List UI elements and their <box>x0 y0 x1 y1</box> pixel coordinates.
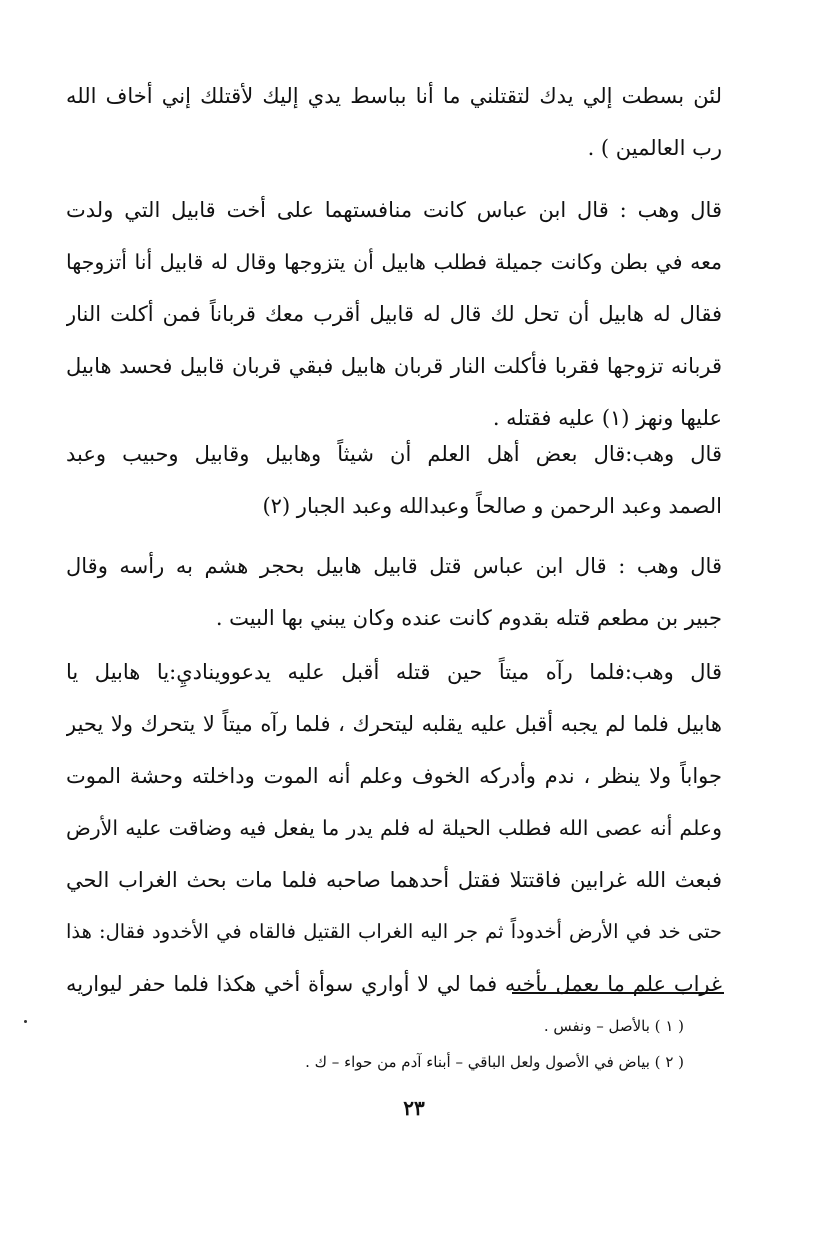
text-line: عليها ونهز (١) عليه فقتله . <box>492 406 722 430</box>
text-line: الصمد وعبد الرحمن و صالحاً وعبدالله وعبد الجبار (٢) <box>262 494 722 518</box>
footnotes <box>100 1008 684 1080</box>
paragraph-5 <box>66 646 722 1010</box>
text-line: لئن بسطت إلي يدك لتقتلني ما أنا بباسط يدي إليك لأقتلك إني أخاف الله <box>66 84 722 108</box>
page-number: ٢٣ <box>403 1096 425 1120</box>
footnote: ( ١ ) بالأصل – ونفس . <box>543 1017 684 1035</box>
text-line: هابيل فلما لم يجبه أقبل عليه يقلبه ليتحرك ، فلما رآه ميتاً لا يتحرك ولا يحير <box>66 712 722 736</box>
scan-speck <box>24 1020 27 1023</box>
paragraph-2 <box>66 184 722 444</box>
text-line: قال وهب : قال ابن عباس كانت منافستهما على أخت قابيل التي ولدت <box>66 198 722 222</box>
text-line: قال وهب:فلما رآه ميتاً حين قتله أقبل عليه يدعوويناديِ:يا هابيل يا <box>66 660 722 684</box>
footnote-separator <box>512 992 724 994</box>
text-line: قال وهب:قال بعض أهل العلم أن شيثاً وهابيل وقابيل وحبيب وعبد <box>66 442 722 466</box>
text-line: قال وهب : قال ابن عباس قتل قابيل هابيل بحجر هشم به رأسه وقال <box>66 554 722 578</box>
paragraph-1 <box>66 70 722 174</box>
text-line: معه في بطن وكانت جميلة فطلب هابيل أن يتزوجها وقال له قابيل أنا أتزوجها <box>66 250 722 274</box>
text-line: وعلم أنه عصى الله فطلب الحيلة له فلم يدر ما يفعل فيه وضاقت عليه الأرض <box>66 816 722 840</box>
text-line: جواباً ولا ينظر ، ندم وأدركه الخوف وعلم أنه الموت وداخلته وحشة الموت <box>66 764 722 788</box>
footnote: ( ٢ ) بياض في الأصول ولعل الباقي – أبناء آدم من حواء – ك . <box>305 1053 684 1071</box>
text-line: رب العالمين ) . <box>587 136 722 160</box>
text-line: فقال له هابيل أن تحل لك قال له قابيل أقرب معك قرباناً فمن أكلت النار <box>66 302 722 326</box>
text-line: جبير بن مطعم قتله بقدوم كانت عنده وكان يبني بها البيت . <box>215 606 722 630</box>
paragraph-3 <box>66 428 722 532</box>
paragraph-4 <box>66 540 722 644</box>
text-line: حتى خد في الأرض أخدوداً ثم جر اليه الغراب القتيل فالقاه في الأخدود فقال: هذا <box>66 920 722 943</box>
text-line: غراب علم ما يعمل بأخيه فما لي لا أواري سوأة أخي هكذا فلما حفر ليواريه <box>66 972 722 996</box>
text-line: فبعث الله غرابين فاقتتلا فقتل أحدهما صاحبه فلما مات بحث الغراب الحي <box>66 868 722 892</box>
text-line: قربانه تزوجها فقربا فأكلت النار قربان هابيل فبقي قربان قابيل فحسد هابيل <box>66 354 722 378</box>
